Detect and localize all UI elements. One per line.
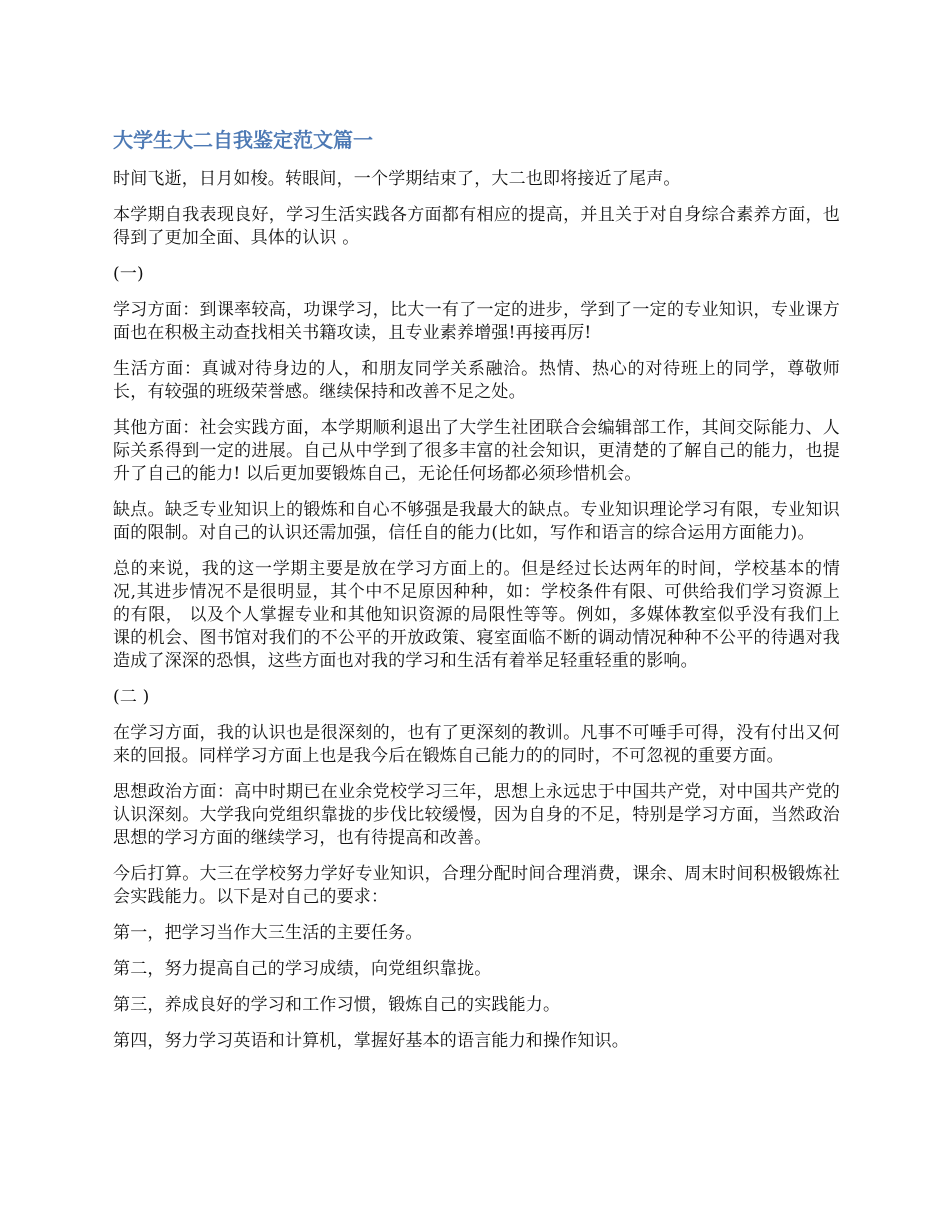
list-item-third: 第三，养成良好的学习和工作习惯，锻炼自己的实践能力。 [113,995,561,1015]
paragraph-life: 生活方面：真诚对待身边的人，和朋友同学关系融洽。热情、热心的对待班上的同学，尊敬师长，有较强的班级荣誉感。继续保持和改善不足之处。 [113,359,840,402]
paragraph-study-insight: 在学习方面，我的认识也是很深刻的，也有了更深刻的教训。凡事不可唾手可得，没有付出又何来的回报。同样学习方面上也是我今后在锻炼自己能力的的同时，不可忽视的重要方面。 [113,723,840,766]
paragraph-study: 学习方面：到课率较高，功课学习，比大一有了一定的进步，学到了一定的专业知识，专业课方面也在积极主动查找相关书籍攻读，且专业素养增强!再接再厉! [113,300,840,343]
paragraph-summary: 总的来说，我的这一学期主要是放在学习方面上的。但是经过长达两年的时间，学校基本的情况,其进步情况不是很明显，其个中不足原因种种，如：学校条件有限、可供给我们学习资源上的有限， 以及个人掌握专业和其他知识资源的局限性等等。例如，多媒体教室似乎没有我们上课的机会、图书馆对我们的不公平的开放政策、寝室面临不断的调动情况种种不公平的待遇对我造成了深深的恐惧，这些方面也对我的学习和生活有着举足轻重轻重的影响。 [113,559,840,671]
section-marker-two: (二 ) [113,687,150,707]
list-item-second: 第二，努力提高自己的学习成绩，向党组织靠拢。 [113,959,492,979]
document-body [113,126,840,1066]
paragraph-political: 思想政治方面：高中时期已在业余党校学习三年，思想上永远忠于中国共产党，对中国共产党的认识深刻。大学我向党组织靠拢的步伐比较缓慢，因为自身的不足，特别是学习方面，当然政治思想的学习方面的继续学习，也有待提高和改善。 [113,782,840,848]
list-item-fourth: 第四，努力学习英语和计算机，掌握好基本的语言能力和操作知识。 [113,1031,629,1051]
paragraph-shortcomings: 缺点。缺乏专业知识上的锻炼和自心不够强是我最大的缺点。专业知识理论学习有限，专业知识面的限制。对自己的认识还需加强，信任自的能力(比如，写作和语言的综合运用方面能力)。 [113,500,840,543]
paragraph-intro: 时间飞逝，日月如梭。转眼间，一个学期结束了，大二也即将接近了尾声。 [113,169,681,189]
paragraph-plans: 今后打算。大三在学校努力学好专业知识，合理分配时间合理消费，课余、周末时间积极锻炼社会实践能力。以下是对自己的要求： [113,864,840,907]
paragraph-other: 其他方面：社会实践方面，本学期顺利退出了大学生社团联合会编辑部工作，其间交际能力、人际关系得到一定的进展。自己从中学到了很多丰富的社会知识，更清楚的了解自己的能力，也提升了自己的能力! 以后更加要锻炼自己，无论任何场都必须珍惜机会。 [113,418,840,484]
document-title: 大学生大二自我鉴定范文篇一 [113,128,373,152]
section-marker-one: (一) [113,264,144,284]
list-item-first: 第一，把学习当作大三生活的主要任务。 [113,923,423,943]
paragraph-self-performance: 本学期自我表现良好，学习生活实践各方面都有相应的提高，并且关于对自身综合素养方面，也得到了更加全面、具体的认识 。 [113,205,840,248]
